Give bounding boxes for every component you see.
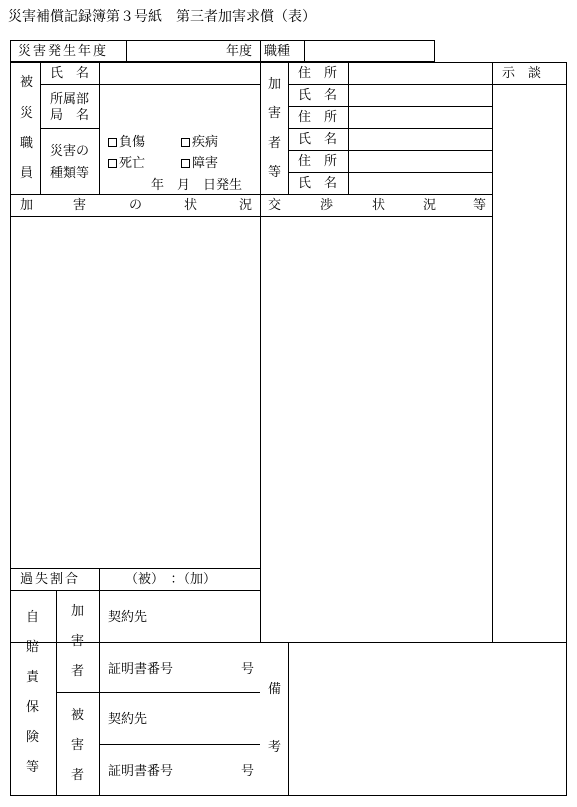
- job-type-label: 職種: [264, 44, 291, 59]
- occurrence-year-field[interactable]: [128, 42, 222, 60]
- perpetrator-char-2: 害: [268, 106, 282, 121]
- negotiation-header-3: 状: [372, 198, 386, 213]
- perpetrator-name-label-1: 氏 名: [298, 88, 338, 103]
- remarks-char-2: 考: [268, 740, 282, 755]
- insurance-char-3: 責: [26, 670, 40, 685]
- remarks-field[interactable]: [290, 644, 565, 794]
- perpetrator-name-label-3: 氏 名: [298, 176, 338, 191]
- perpetrator-address-field-3[interactable]: [350, 152, 490, 170]
- perpetrator-contract-label: 契約先: [108, 610, 148, 625]
- perpetrator-contract-field[interactable]: [152, 594, 256, 638]
- perpetrator-address-label-2: 住 所: [298, 110, 338, 125]
- victim-char-4: 員: [20, 166, 34, 181]
- remarks-char-1: 備: [268, 682, 282, 697]
- insurance-char-5: 険: [26, 730, 40, 745]
- damage-header-1: 加: [20, 198, 34, 213]
- damage-header-4: 状: [184, 198, 198, 213]
- perpetrator-name-field-3[interactable]: [350, 174, 490, 192]
- damage-situation-field[interactable]: [12, 218, 258, 566]
- option-illness[interactable]: 疾病: [181, 136, 218, 149]
- ins-perpetrator-char-1: 加: [71, 604, 85, 619]
- victim-contract-field[interactable]: [152, 696, 256, 740]
- ins-victim-char-2: 害: [71, 738, 85, 753]
- insurance-char-1: 自: [26, 610, 40, 625]
- occurrence-year-label: 災害発生年度: [18, 44, 109, 59]
- damage-header-2: 害: [73, 198, 87, 213]
- ins-perpetrator-char-3: 者: [71, 664, 85, 679]
- checkbox-icon: [181, 138, 190, 147]
- damage-header-3: の: [129, 198, 143, 213]
- fault-ratio-value: （被） ：（加）: [125, 572, 217, 587]
- ins-victim-char-3: 者: [71, 768, 85, 783]
- year-unit-label: 年度: [226, 44, 253, 59]
- negotiation-status-field[interactable]: [262, 218, 490, 640]
- victim-char-3: 職: [20, 136, 34, 151]
- negotiation-header-5: 等: [473, 198, 487, 213]
- victim-cert-unit: 号: [241, 764, 255, 779]
- form-title: 災害補償記録簿第３号紙 第三者加害求償（表）: [8, 9, 316, 25]
- perpetrator-address-field-2[interactable]: [350, 108, 490, 126]
- ins-victim-char-1: 被: [71, 708, 85, 723]
- checkbox-icon: [108, 138, 117, 147]
- perpetrator-address-label-3: 住 所: [298, 154, 338, 169]
- job-type-field[interactable]: [306, 42, 432, 60]
- victim-dept-field[interactable]: [101, 86, 258, 126]
- settlement-label: 示 談: [502, 66, 542, 81]
- perpetrator-char-4: 等: [268, 165, 282, 180]
- perpetrator-char-1: 加: [268, 77, 282, 92]
- perpetrator-cert-field[interactable]: [178, 646, 238, 688]
- victim-cert-label: 証明書番号: [108, 764, 174, 779]
- victim-contract-label: 契約先: [108, 712, 148, 727]
- negotiation-header-4: 況: [423, 198, 437, 213]
- checkbox-icon: [181, 159, 190, 168]
- option-death[interactable]: 死亡: [108, 157, 145, 170]
- perpetrator-address-field-1[interactable]: [350, 64, 490, 82]
- ins-perpetrator-char-2: 害: [71, 634, 85, 649]
- negotiation-header-1: 交: [268, 198, 282, 213]
- insurance-char-4: 保: [26, 700, 40, 715]
- negotiation-header-2: 渉: [320, 198, 334, 213]
- perpetrator-name-field-2[interactable]: [350, 130, 490, 148]
- victim-dept-label-1: 所属部: [50, 92, 90, 107]
- victim-char-2: 災: [20, 106, 34, 121]
- perpetrator-address-label-1: 住 所: [298, 66, 338, 81]
- perpetrator-name-label-2: 氏 名: [298, 132, 338, 147]
- victim-type-label-1: 災害の: [50, 144, 90, 159]
- perpetrator-char-3: 者: [268, 136, 282, 151]
- perpetrator-cert-unit: 号: [241, 662, 255, 677]
- option-disability[interactable]: 障害: [181, 157, 218, 170]
- occurrence-date-line: 年 月 日発生: [151, 178, 243, 193]
- victim-dept-label-2: 局 名: [50, 108, 90, 123]
- option-injury[interactable]: 負傷: [108, 136, 145, 149]
- insurance-char-2: 賠: [26, 640, 40, 655]
- perpetrator-name-field-1[interactable]: [350, 86, 490, 104]
- insurance-char-6: 等: [26, 760, 40, 775]
- fault-ratio-label: 過失割合: [20, 572, 81, 587]
- victim-type-label-2: 種類等: [50, 166, 90, 181]
- damage-header-5: 況: [239, 198, 253, 213]
- checkbox-icon: [108, 159, 117, 168]
- victim-name-label: 氏 名: [50, 66, 90, 81]
- victim-cert-field[interactable]: [178, 748, 238, 792]
- victim-name-field[interactable]: [101, 64, 258, 82]
- settlement-field[interactable]: [494, 86, 565, 640]
- perpetrator-cert-label: 証明書番号: [108, 662, 174, 677]
- victim-char-1: 被: [20, 75, 34, 90]
